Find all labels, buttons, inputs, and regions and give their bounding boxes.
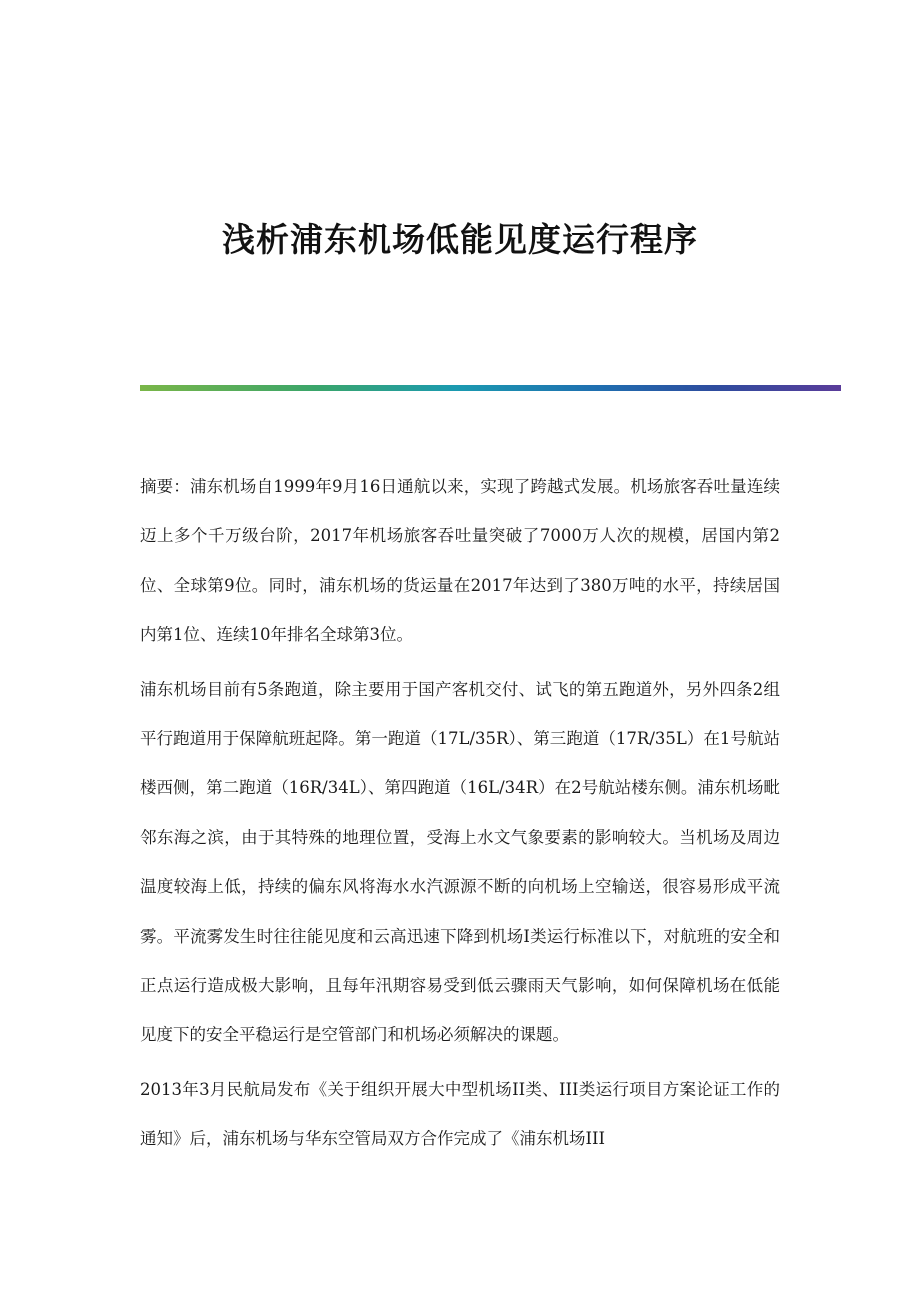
title-divider [140,385,841,391]
document-title: 浅析浦东机场低能见度运行程序 [222,220,698,259]
paragraph-runways: 浦东机场目前有5条跑道，除主要用于国产客机交付、试飞的第五跑道外，另外四条2组平行跑道用于保障航班起降。第一跑道（17L/35R）、第三跑道（17R/35L）在1号航站楼西侧，第二跑道（16R/34L）、第四跑道（16L/34R）在2号航站楼东侧。浦东机场毗邻东海之滨，由于其特殊的地理位置，受海上水文气象要素的影响较大。当机场及周边温度较海上低，持续的偏东风将海水水汽源源不断的向机场上空输送，很容易形成平流雾。平流雾发生时往往能见度和云高迅速下降到机场I类运行标准以下，对航班的安全和正点运行造成极大影响，且每年汛期容易受到低云骤雨天气影响，如何保障机场在低能见度下的安全平稳运行是空管部门和机场必须解决的课题。 [140,679,780,1045]
paragraph-regulation: 2013年3月民航局发布《关于组织开展大中型机场II类、III类运行项目方案论证工作的通知》后，浦东机场与华东空管局双方合作完成了《浦东机场III [140,1079,780,1149]
paragraph-abstract: 摘要：浦东机场自1999年9月16日通航以来，实现了跨越式发展。机场旅客吞吐量连续迈上多个千万级台阶，2017年机场旅客吞吐量突破了7000万人次的规模，居国内第2位、全球第9位。同时，浦东机场的货运量在2017年达到了380万吨的水平，持续居国内第1位、连续10年排名全球第3位。 [140,477,780,645]
document-body [140,462,780,1169]
